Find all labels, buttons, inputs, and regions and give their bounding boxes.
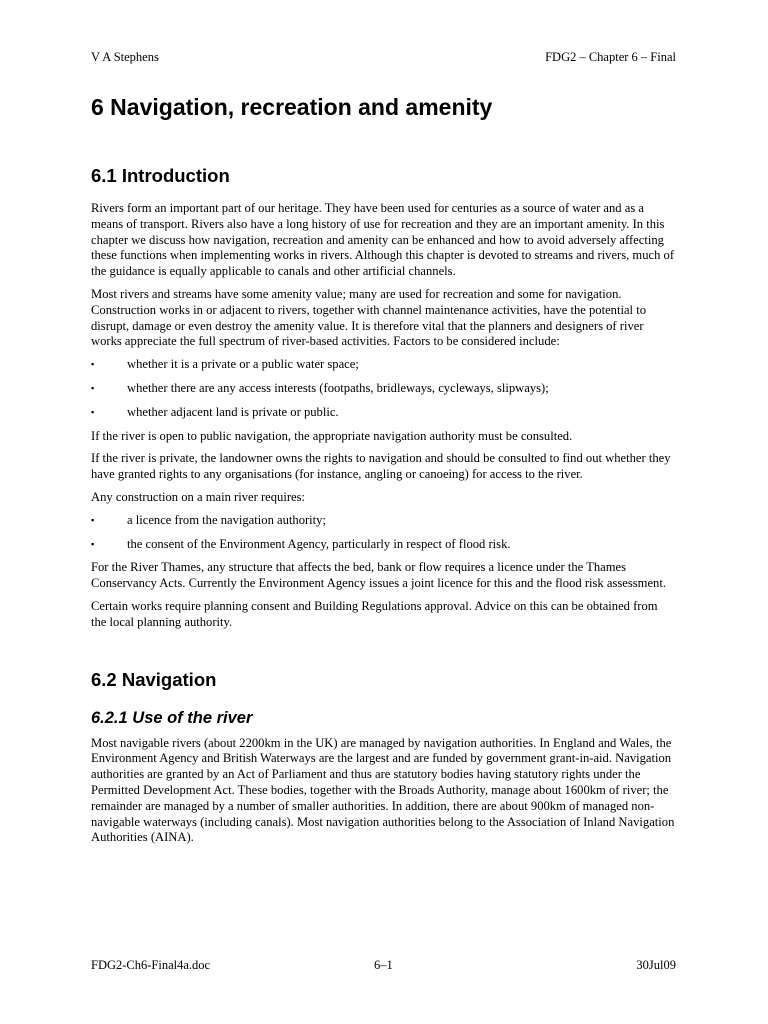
footer-date: 30Jul09 [636, 958, 676, 972]
list-item: ▪ whether adjacent land is private or public. [91, 404, 339, 419]
section-heading-6-2: 6.2 Navigation [91, 668, 217, 690]
paragraph: Most navigable rivers (about 2200km in the UK) are managed by navigation authorities. In England and Wales, the Environment Agency and British Waterways are the largest and are funded by government grant-in-aid. Navigation authorities are granted by an Act of Parliament and thus are statutory bodies having statutory rights under the Permitted Development Act. These bodies, together with the Broads Authority, manage about 1600km of river; the remainder are managed by a number of smaller authorities. In addition, there are about 900km of managed non-navigable waterways (including canals). Most navigation authorities belong to the Association of Inland Navigation Authorities (AINA). [91, 735, 675, 845]
bullet-icon: ▪ [91, 538, 95, 549]
list-item: ▪ whether there are any access interests (footpaths, bridleways, cycleways, slipways); [91, 380, 549, 395]
paragraph: If the river is open to public navigation, the appropriate navigation authority must be consulted. [91, 428, 573, 443]
chapter-title: 6 Navigation, recreation and amenity [91, 94, 493, 120]
list-item: ▪ whether it is a private or a public water space; [91, 357, 359, 372]
paragraph: Any construction on a main river requires: [91, 489, 306, 504]
footer-page-number: 6–1 [374, 958, 393, 972]
document-page [91, 0, 676, 1024]
paragraph: Rivers form an important part of our heritage. They have been used for centuries as a source of water and as a means of transport. Rivers also have a long history of use for recreation and they are an important amenity. In this chapter we discuss how navigation, recreation and amenity can be enhanced and how to avoid adversely affecting these functions when implementing works in rivers. Although this chapter is devoted to streams and rivers, much of the guidance is equally applicable to canals and other artificial channels. [91, 201, 675, 279]
header-doc-title: FDG2 – Chapter 6 – Final [545, 50, 676, 64]
paragraph: Most rivers and streams have some amenity value; many are used for recreation and some for navigation. Construction works in or adjacent to rivers, together with channel maintenance activities, have the potential to disrupt, damage or even destroy the amenity value. It is therefore vital that the planners and designers of river works appreciate the full spectrum of river-based activities. Factors to be considered include: [91, 286, 647, 349]
document-body [91, 165, 676, 853]
paragraph: For the River Thames, any structure that affects the bed, bank or flow requires a licence under the Thames Conservancy Acts. Currently the Environment Agency issues a joint licence for this and the flood risk assessment. [91, 560, 666, 591]
page-header [91, 50, 676, 65]
requirements-list [91, 513, 676, 553]
bullet-icon: ▪ [91, 406, 95, 417]
subsection-heading-6-2-1: 6.2.1 Use of the river [91, 708, 253, 727]
header-author: V A Stephens [91, 50, 159, 64]
factors-list [91, 357, 676, 420]
bullet-icon: ▪ [91, 514, 95, 525]
paragraph: If the river is private, the landowner owns the rights to navigation and should be consulted to find out whether they have granted rights to any organisations (for instance, angling or canoeing) for access to the river. [91, 451, 671, 482]
bullet-icon: ▪ [91, 359, 95, 370]
section-heading-6-1: 6.1 Introduction [91, 165, 230, 186]
paragraph: Certain works require planning consent and Building Regulations approval. Advice on this can be obtained from the local planning authority. [91, 598, 658, 629]
list-item: ▪ the consent of the Environment Agency, particularly in respect of flood risk. [91, 536, 511, 551]
list-item: ▪ a licence from the navigation authority; [91, 512, 326, 527]
bullet-icon: ▪ [91, 382, 95, 393]
footer-filename: FDG2-Ch6-Final4a.doc [91, 958, 211, 972]
